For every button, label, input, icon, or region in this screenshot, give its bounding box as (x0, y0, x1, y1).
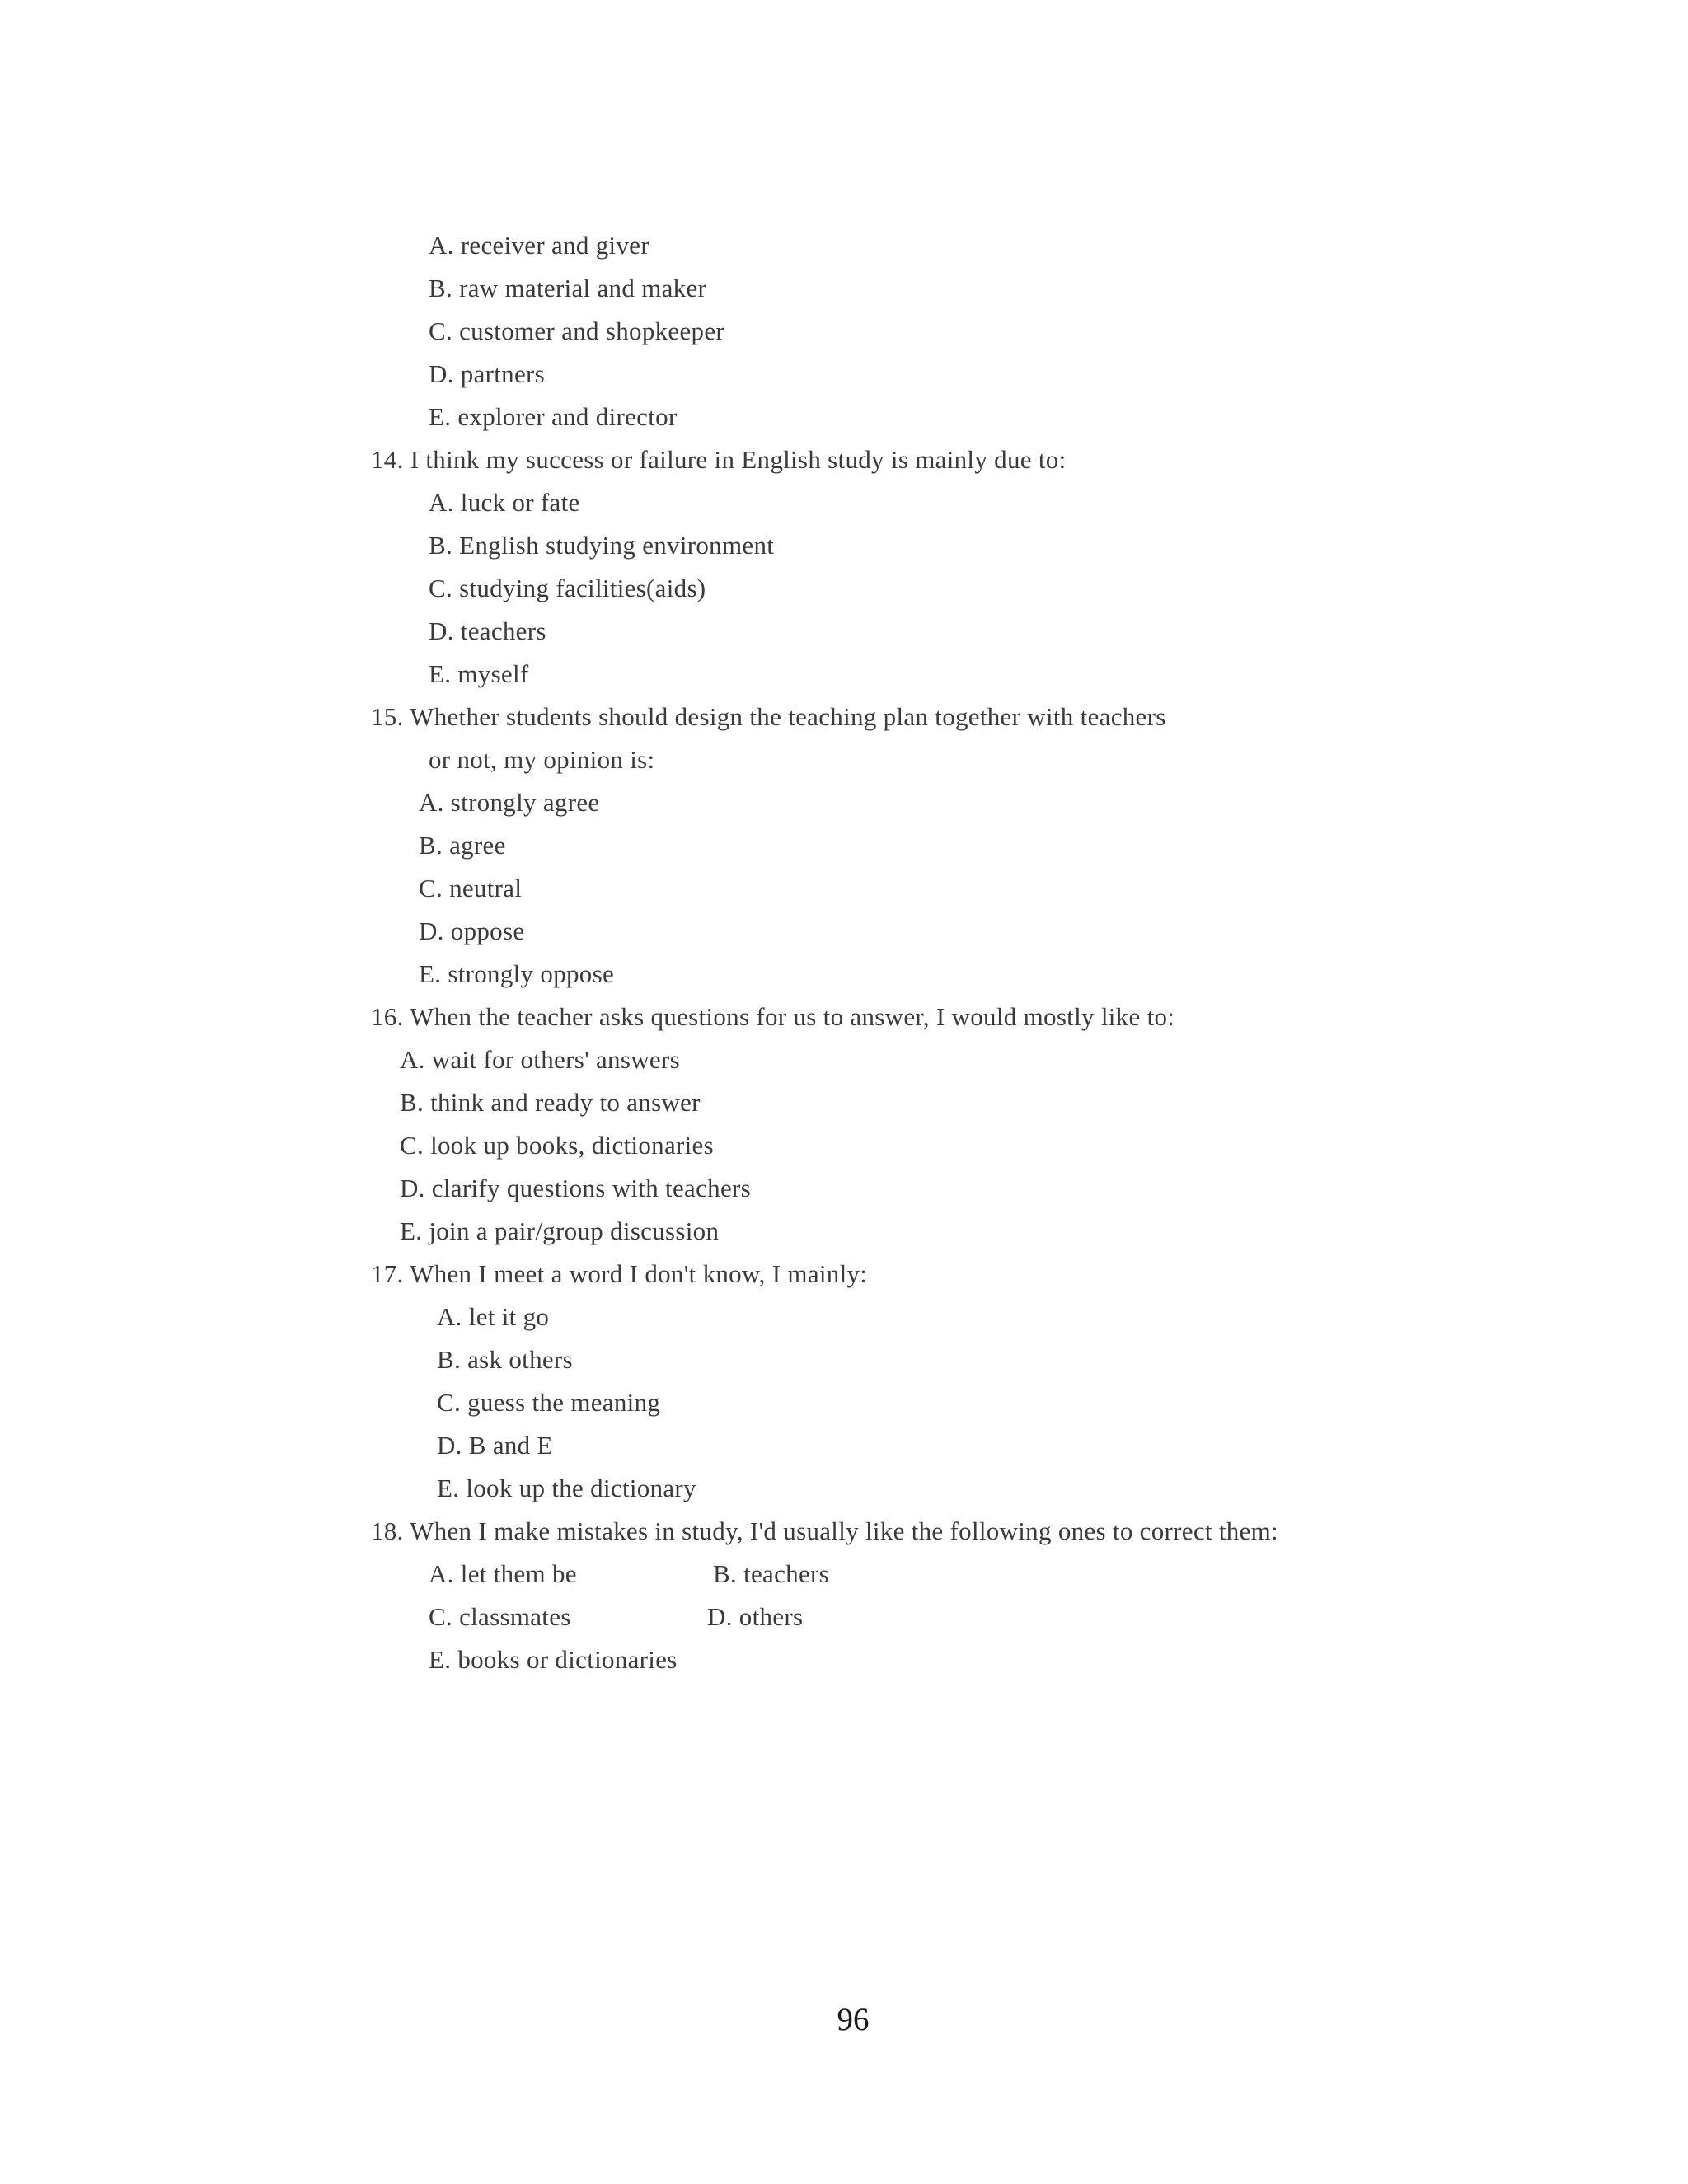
q13-option-c: C. customer and shopkeeper (429, 316, 725, 345)
page-number: 96 (837, 2002, 870, 2037)
q15-option-e: E. strongly oppose (419, 959, 615, 988)
q16-question: 16. When the teacher asks questions for us to answer, I would mostly like to: (371, 1002, 1175, 1031)
q15-question-line2: or not, my opinion is: (429, 745, 655, 774)
q15-option-b: B. agree (419, 831, 506, 860)
q17-option-d: D. B and E (437, 1431, 553, 1460)
q18-option-e: E. books or dictionaries (429, 1645, 678, 1674)
q15-option-d: D. oppose (419, 916, 525, 945)
q17-option-c: C. guess the meaning (437, 1388, 661, 1417)
q17-option-a: A. let it go (437, 1302, 550, 1331)
q18-option-c: C. classmates (429, 1602, 571, 1631)
q16-option-b: B. think and ready to answer (400, 1088, 701, 1117)
q17-option-b: B. ask others (437, 1345, 573, 1374)
q14-option-a: A. luck or fate (429, 488, 580, 517)
q16-option-e: E. join a pair/group discussion (400, 1216, 720, 1245)
q13-option-d: D. partners (429, 359, 546, 388)
q15-option-c: C. neutral (419, 874, 523, 902)
q15-question-line1: 15. Whether students should design the teaching plan together with teachers (371, 702, 1166, 731)
q14-option-e: E. myself (429, 659, 529, 688)
q14-option-d: D. teachers (429, 616, 546, 645)
q16-option-a: A. wait for others' answers (400, 1045, 680, 1074)
q15-option-a: A. strongly agree (419, 788, 600, 817)
q14-option-c: C. studying facilities(aids) (429, 574, 706, 602)
q18-option-a: A. let them be (429, 1559, 577, 1588)
q18-option-d: D. others (707, 1602, 804, 1631)
q18-option-b: B. teachers (713, 1559, 830, 1588)
q18-question: 18. When I make mistakes in study, I'd usually like the following ones to correct them: (371, 1516, 1278, 1545)
q16-option-d: D. clarify questions with teachers (400, 1174, 751, 1202)
q14-question: 14. I think my success or failure in English study is mainly due to: (371, 445, 1067, 474)
q14-option-b: B. English studying environment (429, 531, 775, 560)
q13-option-e: E. explorer and director (429, 402, 678, 431)
q17-option-e: E. look up the dictionary (437, 1474, 696, 1502)
q13-option-a: A. receiver and giver (429, 231, 649, 260)
q17-question: 17. When I meet a word I don't know, I mainly: (371, 1259, 868, 1288)
q16-option-c: C. look up books, dictionaries (400, 1131, 714, 1160)
q13-option-b: B. raw material and maker (429, 274, 707, 302)
